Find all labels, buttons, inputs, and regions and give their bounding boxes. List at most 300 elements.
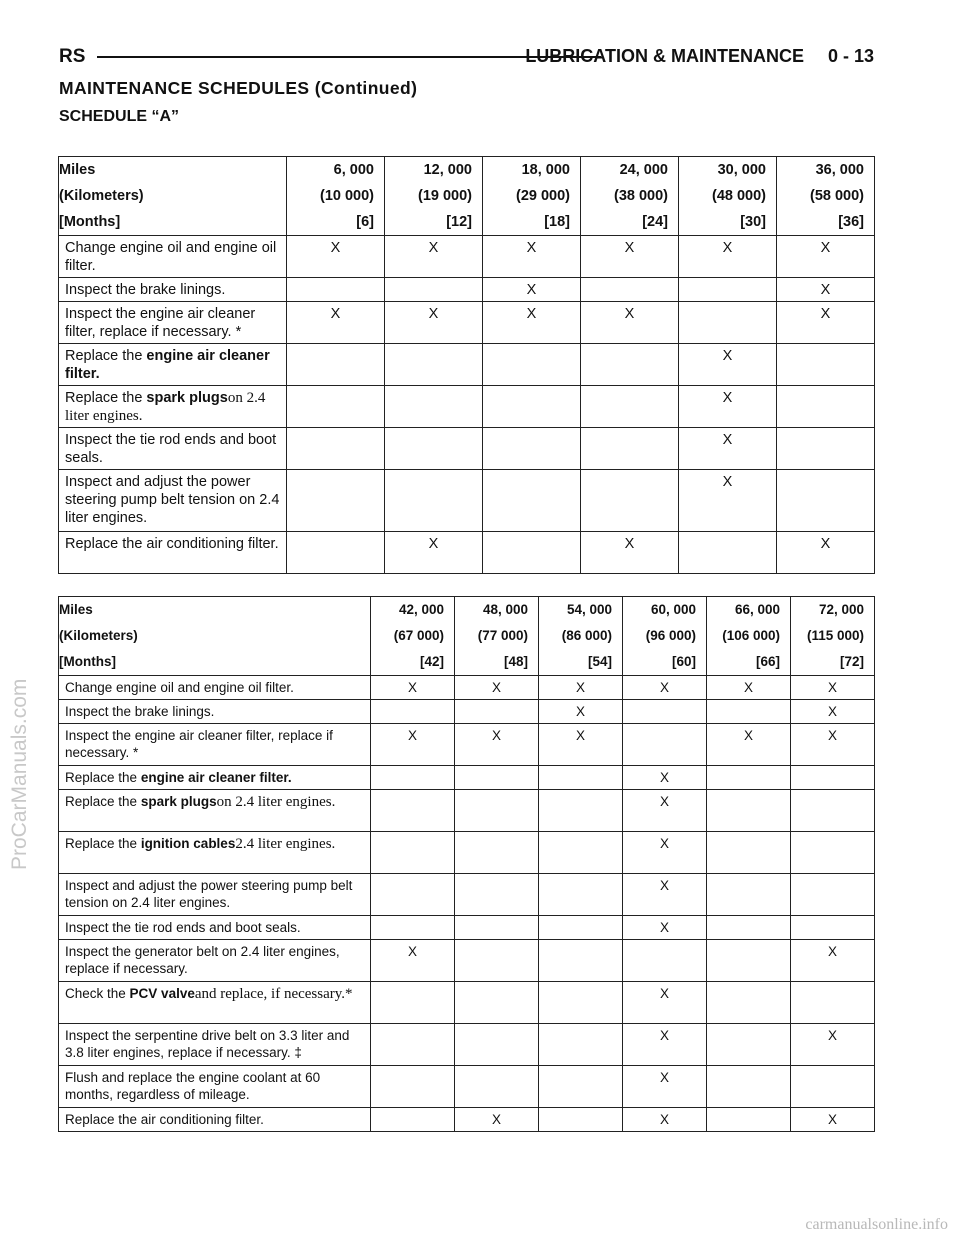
interval-cell [623, 623, 707, 649]
side-watermark: ProCarManuals.com [8, 678, 31, 870]
task-text: Inspect the tie rod ends and boot seals. [65, 920, 301, 935]
schedule-table-2-body [59, 597, 875, 1132]
table-row [59, 1024, 875, 1066]
task-text: Inspect the brake linings. [65, 704, 215, 719]
service-mark-cell [679, 302, 777, 344]
interval-cell [287, 209, 385, 236]
service-mark-cell [581, 470, 679, 532]
service-mark-cell: X [371, 724, 455, 766]
service-mark-cell [581, 386, 679, 428]
service-mark-cell: X [777, 236, 875, 278]
service-mark-cell [539, 832, 623, 874]
service-mark-cell [707, 766, 791, 790]
interval-cell [287, 157, 385, 184]
service-mark-cell: X [581, 532, 679, 574]
table-row [59, 386, 875, 428]
service-mark-cell [385, 428, 483, 470]
section-title: MAINTENANCE SCHEDULES (Continued) [59, 78, 418, 98]
service-mark-cell [623, 700, 707, 724]
service-mark-cell [455, 790, 539, 832]
service-mark-cell [385, 470, 483, 532]
service-mark-cell: X [679, 386, 777, 428]
interval-cell [679, 157, 777, 184]
task-text: Inspect the engine air cleaner filter, replace if necessary. * [65, 306, 256, 340]
interval-value: (38 000) [613, 188, 668, 204]
service-mark-cell [581, 278, 679, 302]
task-text: Inspect the generator belt on 2.4 liter engines, replace if necessary. [65, 944, 340, 976]
service-mark-cell [483, 470, 581, 532]
service-mark-cell [287, 344, 385, 386]
service-mark-cell [455, 832, 539, 874]
interval-cell [455, 649, 539, 676]
task-cell [59, 1108, 371, 1132]
service-mark-cell [371, 790, 455, 832]
service-mark-cell: X [707, 676, 791, 700]
task-text: Change engine oil and engine oil filter. [65, 680, 294, 695]
header-row [59, 209, 875, 236]
header-label-cell [59, 157, 287, 184]
service-mark-cell [623, 940, 707, 982]
task-bold-text: spark plugs [140, 794, 217, 809]
interval-value: 42, 000 [398, 602, 444, 617]
interval-cell [777, 183, 875, 209]
task-cell [59, 1066, 371, 1108]
service-mark-cell [777, 428, 875, 470]
task-note-text: 2.4 liter engines. [235, 836, 336, 852]
interval-cell [539, 597, 623, 624]
interval-cell [385, 183, 483, 209]
service-mark-cell: X [385, 532, 483, 574]
service-mark-cell [777, 344, 875, 386]
interval-cell [385, 209, 483, 236]
service-mark-cell [791, 874, 875, 916]
header-label-cell [59, 209, 287, 236]
task-cell [59, 916, 371, 940]
header-row [59, 649, 875, 676]
service-mark-cell [707, 916, 791, 940]
interval-cell [483, 209, 581, 236]
schedule-title: SCHEDULE “A” [59, 108, 180, 125]
interval-cell [483, 157, 581, 184]
service-mark-cell: X [287, 236, 385, 278]
service-mark-cell: X [679, 470, 777, 532]
interval-cell [791, 597, 875, 624]
interval-cell [539, 649, 623, 676]
service-mark-cell: X [679, 236, 777, 278]
task-cell [59, 532, 287, 574]
service-mark-cell [287, 532, 385, 574]
service-mark-cell [483, 386, 581, 428]
table-row [59, 766, 875, 790]
interval-value: 72, 000 [818, 602, 864, 617]
header-label-cell [59, 623, 371, 649]
table-row [59, 236, 875, 278]
table-row [59, 278, 875, 302]
task-cell [59, 790, 371, 832]
task-text: Inspect the brake linings. [65, 282, 226, 298]
interval-cell [623, 649, 707, 676]
service-mark-cell: X [483, 278, 581, 302]
service-mark-cell [455, 874, 539, 916]
service-mark-cell: X [455, 1108, 539, 1132]
task-cell [59, 724, 371, 766]
header-row [59, 157, 875, 184]
service-mark-cell: X [539, 724, 623, 766]
interval-value: [48] [503, 654, 528, 669]
service-mark-cell [455, 916, 539, 940]
interval-value: (106 000) [722, 628, 780, 643]
task-text: Replace the [65, 770, 141, 785]
table-row [59, 982, 875, 1024]
task-cell [59, 874, 371, 916]
header-label: Miles [59, 162, 96, 178]
service-mark-cell [791, 916, 875, 940]
interval-value: [6] [356, 214, 374, 230]
schedule-table-2 [58, 596, 875, 1132]
interval-value: 60, 000 [650, 602, 696, 617]
service-mark-cell: X [623, 832, 707, 874]
task-text: Replace the [65, 794, 141, 809]
service-mark-cell [791, 766, 875, 790]
interval-value: (115 000) [806, 628, 864, 643]
service-mark-cell: X [455, 676, 539, 700]
service-mark-cell [287, 470, 385, 532]
interval-value: 30, 000 [717, 162, 766, 178]
interval-cell [455, 597, 539, 624]
service-mark-cell [371, 1108, 455, 1132]
service-mark-cell [791, 982, 875, 1024]
table-row [59, 700, 875, 724]
service-mark-cell [777, 386, 875, 428]
service-mark-cell [483, 344, 581, 386]
task-text: Replace the [65, 390, 147, 406]
task-text: Replace the air conditioning filter. [65, 1112, 264, 1127]
header-title: LUBRICATION & MAINTENANCE [525, 46, 804, 66]
task-text: Inspect the engine air cleaner filter, replace if necessary. * [65, 728, 333, 760]
service-mark-cell [539, 874, 623, 916]
interval-cell [581, 183, 679, 209]
service-mark-cell: X [623, 916, 707, 940]
bottom-watermark: carmanualsonline.info [805, 1216, 948, 1233]
task-bold-text: engine air cleaner filter. [140, 770, 292, 785]
table-row [59, 940, 875, 982]
interval-value: [30] [740, 214, 766, 230]
service-mark-cell: X [581, 236, 679, 278]
table-row [59, 470, 875, 532]
service-mark-cell [791, 1066, 875, 1108]
service-mark-cell [455, 700, 539, 724]
service-mark-cell: X [777, 302, 875, 344]
service-mark-cell: X [623, 1108, 707, 1132]
service-mark-cell [707, 700, 791, 724]
interval-value: [60] [671, 654, 696, 669]
table-row [59, 428, 875, 470]
table-row [59, 790, 875, 832]
service-mark-cell: X [287, 302, 385, 344]
interval-value: (77 000) [477, 628, 528, 643]
interval-cell [679, 183, 777, 209]
page-header [59, 46, 874, 70]
interval-cell [623, 597, 707, 624]
service-mark-cell [707, 790, 791, 832]
service-mark-cell [707, 1066, 791, 1108]
interval-cell [371, 623, 455, 649]
interval-value: (19 000) [417, 188, 472, 204]
service-mark-cell [707, 982, 791, 1024]
service-mark-cell: X [623, 790, 707, 832]
service-mark-cell: X [455, 724, 539, 766]
service-mark-cell [707, 1108, 791, 1132]
service-mark-cell [371, 1024, 455, 1066]
interval-cell [385, 157, 483, 184]
table-row [59, 1066, 875, 1108]
service-mark-cell [385, 344, 483, 386]
interval-value: (10 000) [319, 188, 374, 204]
service-mark-cell [371, 1066, 455, 1108]
interval-value: 36, 000 [815, 162, 864, 178]
task-text: Replace the air conditioning filter. [65, 536, 279, 552]
service-mark-cell [371, 916, 455, 940]
interval-value: 66, 000 [734, 602, 780, 617]
task-note-text: on 2.4 liter engines. [65, 390, 266, 424]
interval-cell [371, 597, 455, 624]
service-mark-cell: X [623, 982, 707, 1024]
service-mark-cell: X [371, 676, 455, 700]
header-right [525, 46, 874, 67]
header-label-cell [59, 649, 371, 676]
interval-cell [539, 623, 623, 649]
service-mark-cell: X [777, 278, 875, 302]
table-row [59, 874, 875, 916]
interval-cell [777, 209, 875, 236]
service-mark-cell [777, 470, 875, 532]
task-text: Replace the [65, 836, 141, 851]
interval-value: 6, 000 [333, 162, 374, 178]
service-mark-cell: X [539, 700, 623, 724]
service-mark-cell [287, 428, 385, 470]
interval-cell [777, 157, 875, 184]
service-mark-cell: X [777, 532, 875, 574]
task-cell [59, 428, 287, 470]
service-mark-cell [539, 940, 623, 982]
interval-cell [707, 623, 791, 649]
schedule-table-1 [58, 156, 875, 574]
table-row [59, 916, 875, 940]
task-cell [59, 278, 287, 302]
task-note-text: on 2.4 liter engines. [216, 794, 336, 810]
interval-value: [54] [587, 654, 612, 669]
task-cell [59, 766, 371, 790]
header-label-cell [59, 183, 287, 209]
task-bold-text: engine air cleaner filter. [65, 348, 270, 382]
header-label: [Months] [59, 654, 116, 669]
service-mark-cell [791, 790, 875, 832]
header-row [59, 183, 875, 209]
task-text: Inspect the tie rod ends and boot seals. [65, 432, 277, 466]
service-mark-cell: X [791, 700, 875, 724]
service-mark-cell [539, 916, 623, 940]
header-row [59, 597, 875, 624]
service-mark-cell [287, 386, 385, 428]
service-mark-cell [371, 874, 455, 916]
task-text: Change engine oil and engine oil filter. [65, 240, 277, 274]
header-row [59, 623, 875, 649]
service-mark-cell: X [385, 236, 483, 278]
interval-value: (58 000) [809, 188, 864, 204]
service-mark-cell: X [791, 724, 875, 766]
header-model-code: RS [59, 46, 86, 67]
service-mark-cell [581, 344, 679, 386]
service-mark-cell: X [623, 874, 707, 916]
task-cell [59, 940, 371, 982]
interval-value: [42] [419, 654, 444, 669]
service-mark-cell [385, 278, 483, 302]
service-mark-cell [371, 700, 455, 724]
interval-cell [581, 157, 679, 184]
table-row [59, 1108, 875, 1132]
interval-value: (96 000) [645, 628, 696, 643]
service-mark-cell [707, 940, 791, 982]
table-row [59, 532, 875, 574]
service-mark-cell [623, 724, 707, 766]
task-cell [59, 832, 371, 874]
interval-value: [24] [642, 214, 668, 230]
service-mark-cell: X [679, 428, 777, 470]
schedule-table-1-body [59, 157, 875, 574]
interval-value: 24, 000 [619, 162, 668, 178]
task-note-text: and replace, if necessary.* [194, 986, 353, 1002]
interval-value: 48, 000 [482, 602, 528, 617]
task-text: Replace the [65, 348, 147, 364]
table-row [59, 676, 875, 700]
service-mark-cell: X [539, 676, 623, 700]
interval-cell [287, 183, 385, 209]
service-mark-cell [539, 982, 623, 1024]
interval-cell [707, 597, 791, 624]
service-mark-cell: X [623, 1066, 707, 1108]
service-mark-cell: X [679, 344, 777, 386]
task-cell [59, 1024, 371, 1066]
header-label: (Kilometers) [59, 188, 144, 204]
task-cell [59, 386, 287, 428]
task-text: Check the [65, 986, 130, 1001]
service-mark-cell [581, 428, 679, 470]
service-mark-cell [455, 766, 539, 790]
service-mark-cell: X [483, 236, 581, 278]
task-cell [59, 700, 371, 724]
service-mark-cell [707, 832, 791, 874]
service-mark-cell [483, 428, 581, 470]
header-page-number: 0 - 13 [827, 46, 874, 66]
service-mark-cell [455, 982, 539, 1024]
header-label: [Months] [59, 214, 121, 230]
service-mark-cell: X [791, 1024, 875, 1066]
interval-cell [581, 209, 679, 236]
service-mark-cell: X [623, 766, 707, 790]
service-mark-cell: X [707, 724, 791, 766]
task-cell [59, 344, 287, 386]
interval-cell [707, 649, 791, 676]
service-mark-cell: X [791, 1108, 875, 1132]
service-mark-cell: X [623, 676, 707, 700]
task-cell [59, 302, 287, 344]
service-mark-cell [539, 1108, 623, 1132]
task-text: Inspect and adjust the power steering pump belt tension on 2.4 liter engines. [65, 878, 353, 910]
interval-value: (67 000) [393, 628, 444, 643]
service-mark-cell [371, 832, 455, 874]
task-text: Inspect the serpentine drive belt on 3.3 liter and 3.8 liter engines, replace if necessary. ‡ [65, 1028, 350, 1060]
interval-value: [36] [838, 214, 864, 230]
interval-cell [483, 183, 581, 209]
interval-value: [18] [544, 214, 570, 230]
service-mark-cell: X [791, 940, 875, 982]
interval-value: [66] [755, 654, 780, 669]
header-label: Miles [59, 602, 93, 617]
table-row [59, 302, 875, 344]
interval-value: (48 000) [711, 188, 766, 204]
interval-value: [72] [839, 654, 864, 669]
task-text: Inspect and adjust the power steering pump belt tension on 2.4 liter engines. [65, 474, 280, 526]
interval-cell [791, 649, 875, 676]
task-cell [59, 676, 371, 700]
service-mark-cell [539, 1024, 623, 1066]
table-row [59, 344, 875, 386]
service-mark-cell: X [371, 940, 455, 982]
task-cell [59, 236, 287, 278]
interval-cell [791, 623, 875, 649]
service-mark-cell: X [483, 302, 581, 344]
table-row [59, 832, 875, 874]
service-mark-cell [539, 1066, 623, 1108]
interval-value: (29 000) [515, 188, 570, 204]
service-mark-cell [455, 1024, 539, 1066]
interval-cell [371, 649, 455, 676]
interval-value: 18, 000 [521, 162, 570, 178]
header-label-cell [59, 597, 371, 624]
service-mark-cell: X [581, 302, 679, 344]
task-cell [59, 470, 287, 532]
service-mark-cell [707, 874, 791, 916]
service-mark-cell [539, 766, 623, 790]
service-mark-cell [707, 1024, 791, 1066]
service-mark-cell [287, 278, 385, 302]
table-row [59, 724, 875, 766]
interval-value: 12, 000 [423, 162, 472, 178]
interval-value: (86 000) [561, 628, 612, 643]
interval-value: [12] [446, 214, 472, 230]
service-mark-cell: X [385, 302, 483, 344]
interval-cell [679, 209, 777, 236]
service-mark-cell [371, 982, 455, 1024]
service-mark-cell [385, 386, 483, 428]
service-mark-cell: X [791, 676, 875, 700]
service-mark-cell [539, 790, 623, 832]
task-bold-text: PCV valve [129, 986, 195, 1001]
service-mark-cell [791, 832, 875, 874]
task-text: Flush and replace the engine coolant at 60 months, regardless of mileage. [65, 1070, 321, 1102]
interval-cell [455, 623, 539, 649]
service-mark-cell [371, 766, 455, 790]
task-cell [59, 982, 371, 1024]
service-mark-cell [455, 940, 539, 982]
service-mark-cell [483, 532, 581, 574]
interval-value: 54, 000 [566, 602, 612, 617]
task-bold-text: spark plugs [146, 390, 228, 406]
task-bold-text: ignition cables [140, 836, 236, 851]
service-mark-cell [455, 1066, 539, 1108]
service-mark-cell: X [623, 1024, 707, 1066]
service-mark-cell [679, 278, 777, 302]
